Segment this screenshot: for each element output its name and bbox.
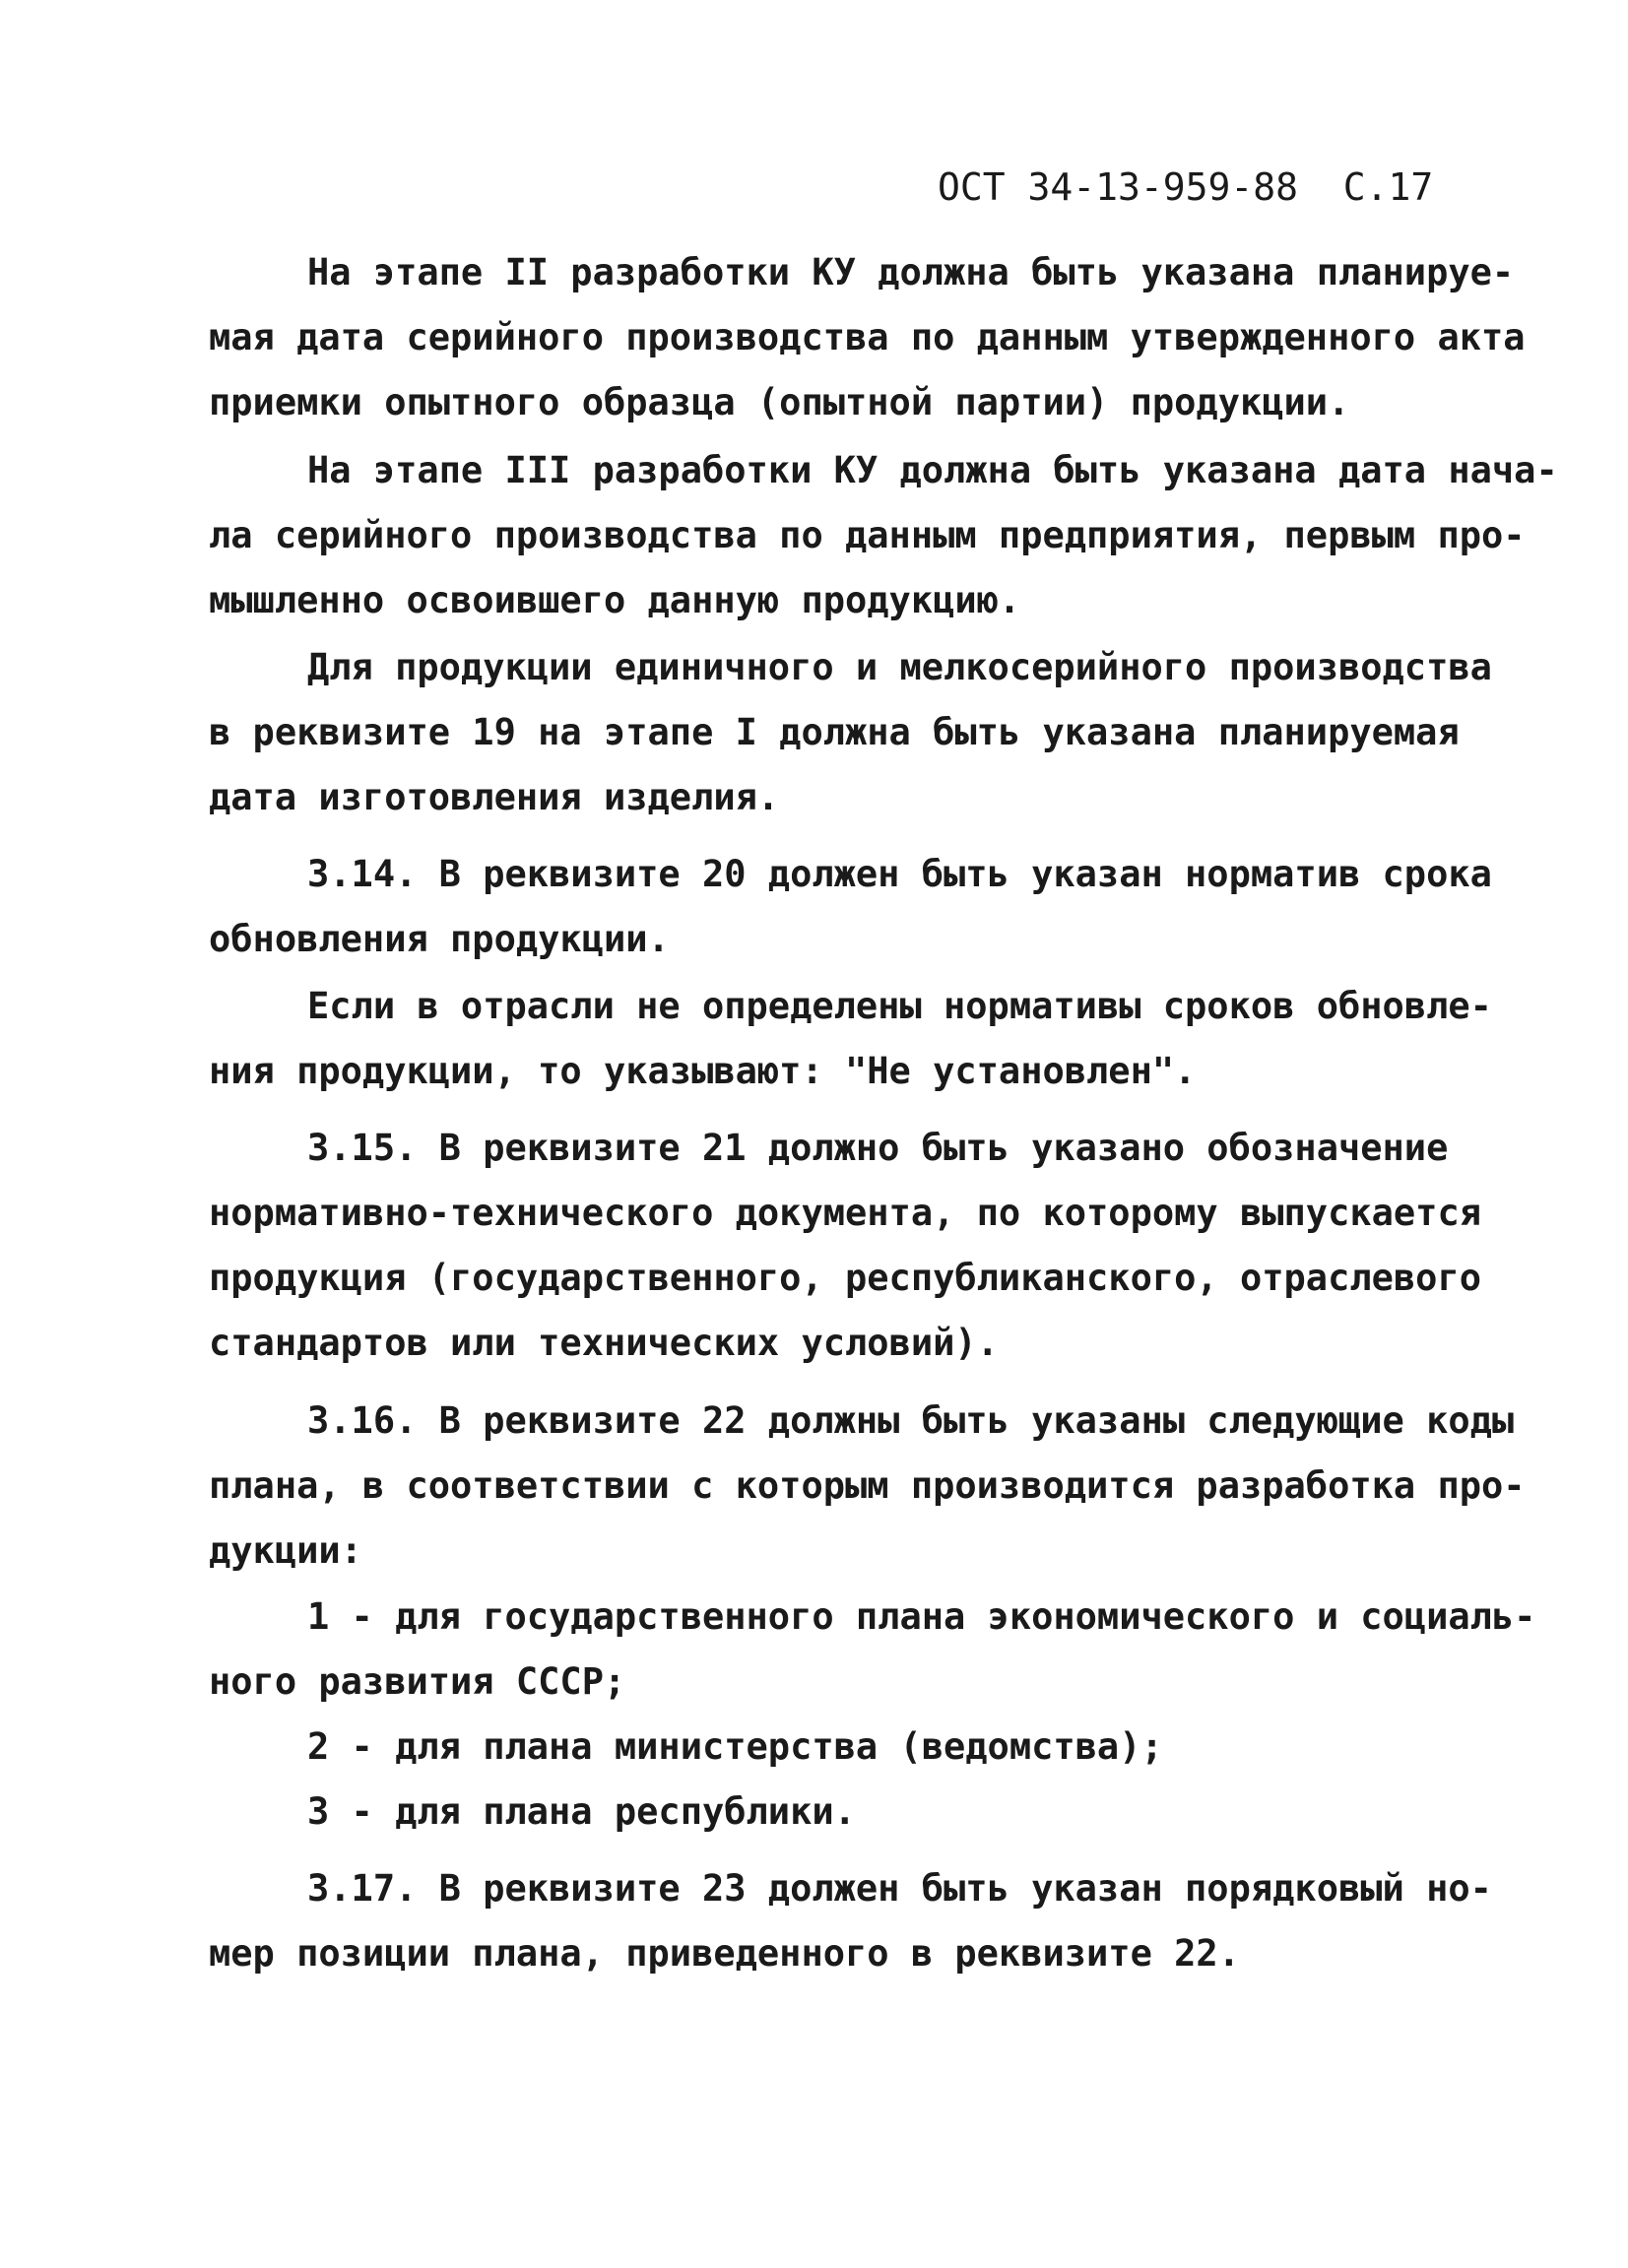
text-line: На этапе II разработки КУ должна быть указана планируе- xyxy=(307,251,1515,293)
text-line: приемки опытного образца (опытной партии) продукции. xyxy=(209,381,1350,423)
text-line: 2 - для плана министерства (ведомства); xyxy=(307,1725,1163,1768)
text-line: ния продукции, то указывают: "Не установлен". xyxy=(209,1050,1197,1092)
text-line: нормативно-технического документа, по которому выпускается xyxy=(209,1192,1482,1234)
text-line: 3.17. В реквизите 23 должен быть указан порядковый но- xyxy=(307,1867,1492,1910)
text-line: дата изготовления изделия. xyxy=(209,776,780,818)
text-line: На этапе III разработки КУ должна быть указана дата нача- xyxy=(307,449,1558,491)
text-line: мер позиции плана, приведенного в реквизите 22. xyxy=(209,1932,1240,1975)
text-line: продукция (государственного, республиканского, отраслевого xyxy=(209,1257,1482,1299)
text-line: 3.15. В реквизите 21 должно быть указано обозначение xyxy=(307,1127,1449,1169)
text-line: Для продукции единичного и мелкосерийного производства xyxy=(307,646,1492,688)
text-line: плана, в соответствии с которым производится разработка про- xyxy=(209,1464,1526,1507)
text-line: 3.14. В реквизите 20 должен быть указан норматив срока xyxy=(307,853,1492,895)
text-line: мышленно освоившего данную продукцию. xyxy=(209,579,1021,621)
text-line: ла серийного производства по данным предприятия, первым про- xyxy=(209,514,1526,556)
text-line: обновления продукции. xyxy=(209,918,670,960)
text-line: мая дата серийного производства по данным утвержденного акта xyxy=(209,316,1526,358)
text-line: 3.16. В реквизите 22 должны быть указаны следующие коды xyxy=(307,1399,1515,1442)
text-line: Если в отрасли не определены нормативы сроков обновле- xyxy=(307,985,1492,1027)
text-line: стандартов или технических условий). xyxy=(209,1322,999,1364)
document-header: ОСТ 34-13-959-88 С.17 xyxy=(938,165,1434,209)
text-line: дукции: xyxy=(209,1529,362,1572)
text-line: 3 - для плана республики. xyxy=(307,1790,856,1833)
text-line: ного развития СССР; xyxy=(209,1660,626,1703)
text-line: 1 - для государственного плана экономического и социаль- xyxy=(307,1595,1536,1638)
text-line: в реквизите 19 на этапе I должна быть указана планируемая xyxy=(209,711,1460,753)
